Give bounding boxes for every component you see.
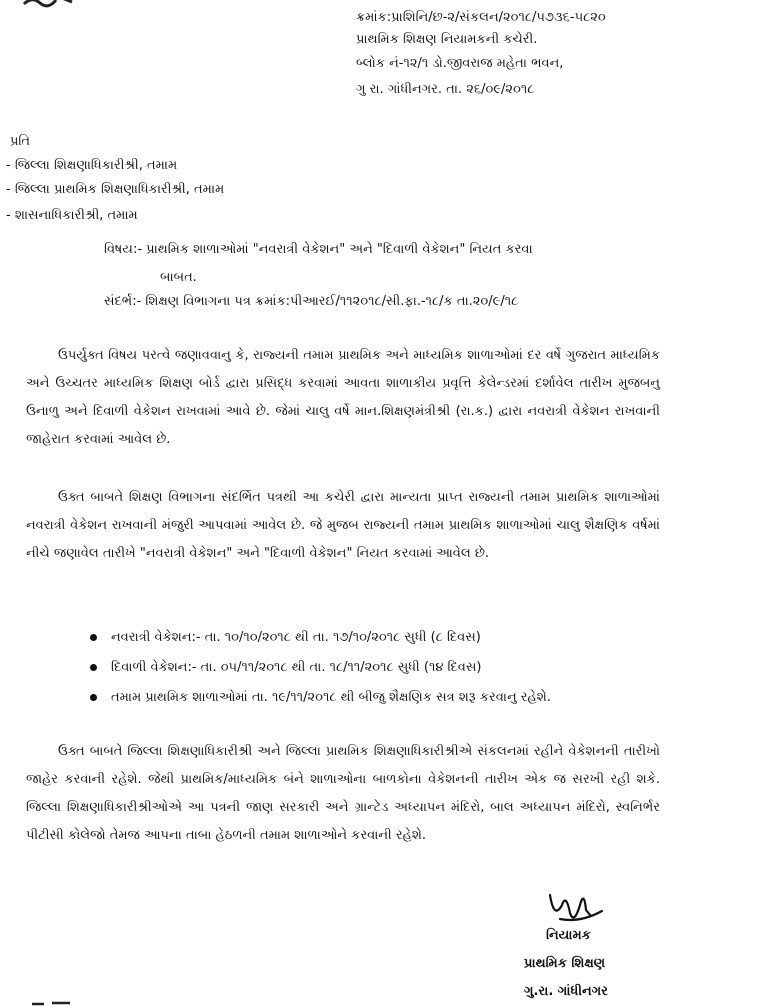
bullet-text: તમામ પ્રાથમિક શાળાઓમાં તા. ૧૯/૧૧/૨૦૧૮ થી બીજુ શૈક્ષણિક સત્ર શરૂ કરવાનુ રહેશે. <box>111 690 551 705</box>
paragraph-2 <box>26 484 660 568</box>
scan-artifact <box>22 0 92 8</box>
paragraph-1 <box>26 342 660 454</box>
signatory-title: નિયામક <box>546 928 591 943</box>
paragraph-2-text: ઉક્ત બાબતે શિક્ષણ વિભાગના સંદર્ભિત પત્રથી આ કચેરી દ્વારા માન્યતા પ્રાપ્ત રાજ્યની તમામ પ્રાથમિક શાળાઓમાં નવરાત્રી વેકેશન રાખવાની મંજુરી આપવામાં આવેલ છે. જે મુજબ રાજ્યની તમામ પ્રાથમિક શાળાઓમાં ચાલુ શૈક્ષણિક વર્ષમાં નીચે જણાવેલ તારીખે "નવરાત્રી વેકેશન" અને "દિવાળી વેકેશન" નિયત કરવામાં આવેલ છે. <box>26 490 660 561</box>
bullet-text: નવરાત્રી વેકેશન:- તા. ૧૦/૧૦/૨૦૧૮ થી તા. ૧૭/૧૦/૨૦૧૮ સુધી (૮ દિવસ) <box>111 630 481 645</box>
paragraph-1-text: ઉપર્યુક્ત વિષય પરત્વે જણાવવાનુ કે, રાજ્યની તમામ પ્રાથમિક અને માધ્યમિક શાળાઓમાં દર વર્ષે ગુજરાત માધ્યમિક અને ઉચ્ચતર માધ્યમિક શિક્ષણ બોર્ડ દ્વારા પ્રસિદ્ધ કરવામાં આવતા શાળાકીય પ્રવૃત્તિ કેલેન્ડરમાં દર્શાવેલ તારીખ મુજબનુ ઉનાળુ અને દિવાળી વેકેશન રાખવામાં આવે છે. જેમાં ચાલુ વર્ષે માન.શિક્ષણમંત્રીશ્રી (રા.ક.) દ્વારા નવરાત્રી વેકેશન રાખવાની જાહેરાત કરવામાં આવેલ છે. <box>26 348 660 447</box>
paragraph-3 <box>26 738 660 850</box>
scan-artifact-bottom <box>30 998 90 1007</box>
bullet-navratri <box>90 630 481 645</box>
bullet-text: દિવાળી વેકેશન:- તા. ૦૫/૧૧/૨૦૧૮ થી તા. ૧૮/૧૧/૨૦૧૮ સુધી (૧૪ દિવસ) <box>111 660 482 675</box>
bullet-dot <box>90 634 97 641</box>
bullet-session <box>90 690 551 705</box>
handwritten-signature <box>540 875 610 935</box>
reference-number: ક્રમાંક:પ્રાશિનિ/છ-૨/સંકલન/૨૦૧૮/૫૭૩૬-૫૮૨૦ <box>356 10 606 25</box>
signatory-place: ગુ.રા. ગાંધીનગર <box>524 984 608 999</box>
office-name: પ્રાથમિક શિક્ષણ નિયામકની કચેરી. <box>356 32 538 47</box>
signatory-dept: પ્રાથમિક શિક્ષણ <box>524 956 606 971</box>
reference-line: સંદર્ભ:- શિક્ષણ વિભાગના પત્ર ક્રમાંક:પીઆરઈ/૧૧૨૦૧૮/સી.ફા.-૧૮/ક તા.૨૦/૯/૧૮ <box>104 294 519 309</box>
bullet-dot <box>90 694 97 701</box>
paragraph-3-text: ઉક્ત બાબતે જિલ્લા શિક્ષણાધિકારીશ્રી અને જિલ્લા પ્રાથમિક શિક્ષણાધિકારીશ્રીએ સંકલનમાં રહીને વેકેશનની તારીખો જાહેર કરવાની રહેશે. જેથી પ્રાથમિક/માધ્યમિક બંને શાળાઓના બાળકોના વેકેશનની તારીખ એક જ સરખી રહી શકે. જિલ્લા શિક્ષણાધિકારીશ્રીઓએ આ પત્રની જાણ સરકારી અને ગ્રાન્ટેડ અધ્યાપન મંદિરો, બાલ અધ્યાપન મંદિરો, સ્વનિર્ભર પીટીસી કોલેજો તેમજ આપના તાબા હેઠળની તમામ શાળાઓને કરવાની રહેશે. <box>26 744 660 843</box>
recipient-1: - જિલ્લા શિક્ષણાધિકારીશ્રી, તમામ <box>6 158 178 173</box>
subject-line-2: બાબત. <box>160 270 197 285</box>
bullet-diwali <box>90 660 481 675</box>
place-date: ગુ રા. ગાંધીનગર. તા. ૨૬/૦૯/૨૦૧૮ <box>356 82 535 97</box>
bullet-dot <box>90 664 97 671</box>
office-address: બ્લોક નં-૧૨/૧ ડો.જીવરાજ મહેતા ભવન, <box>356 56 564 71</box>
recipient-3: - શાસનાધિકારીશ્રી, તમામ <box>6 208 138 223</box>
subject-line: વિષય:- પ્રાથમિક શાળાઓમાં "નવરાત્રી વેકેશન" અને "દિવાળી વેકેશન" નિયત કરવા <box>104 242 533 257</box>
recipient-2: - જિલ્લા પ્રાથમિક શિક્ષણાધિકારીશ્રી, તમામ <box>6 182 225 197</box>
to-label: પ્રતિ <box>10 134 30 149</box>
